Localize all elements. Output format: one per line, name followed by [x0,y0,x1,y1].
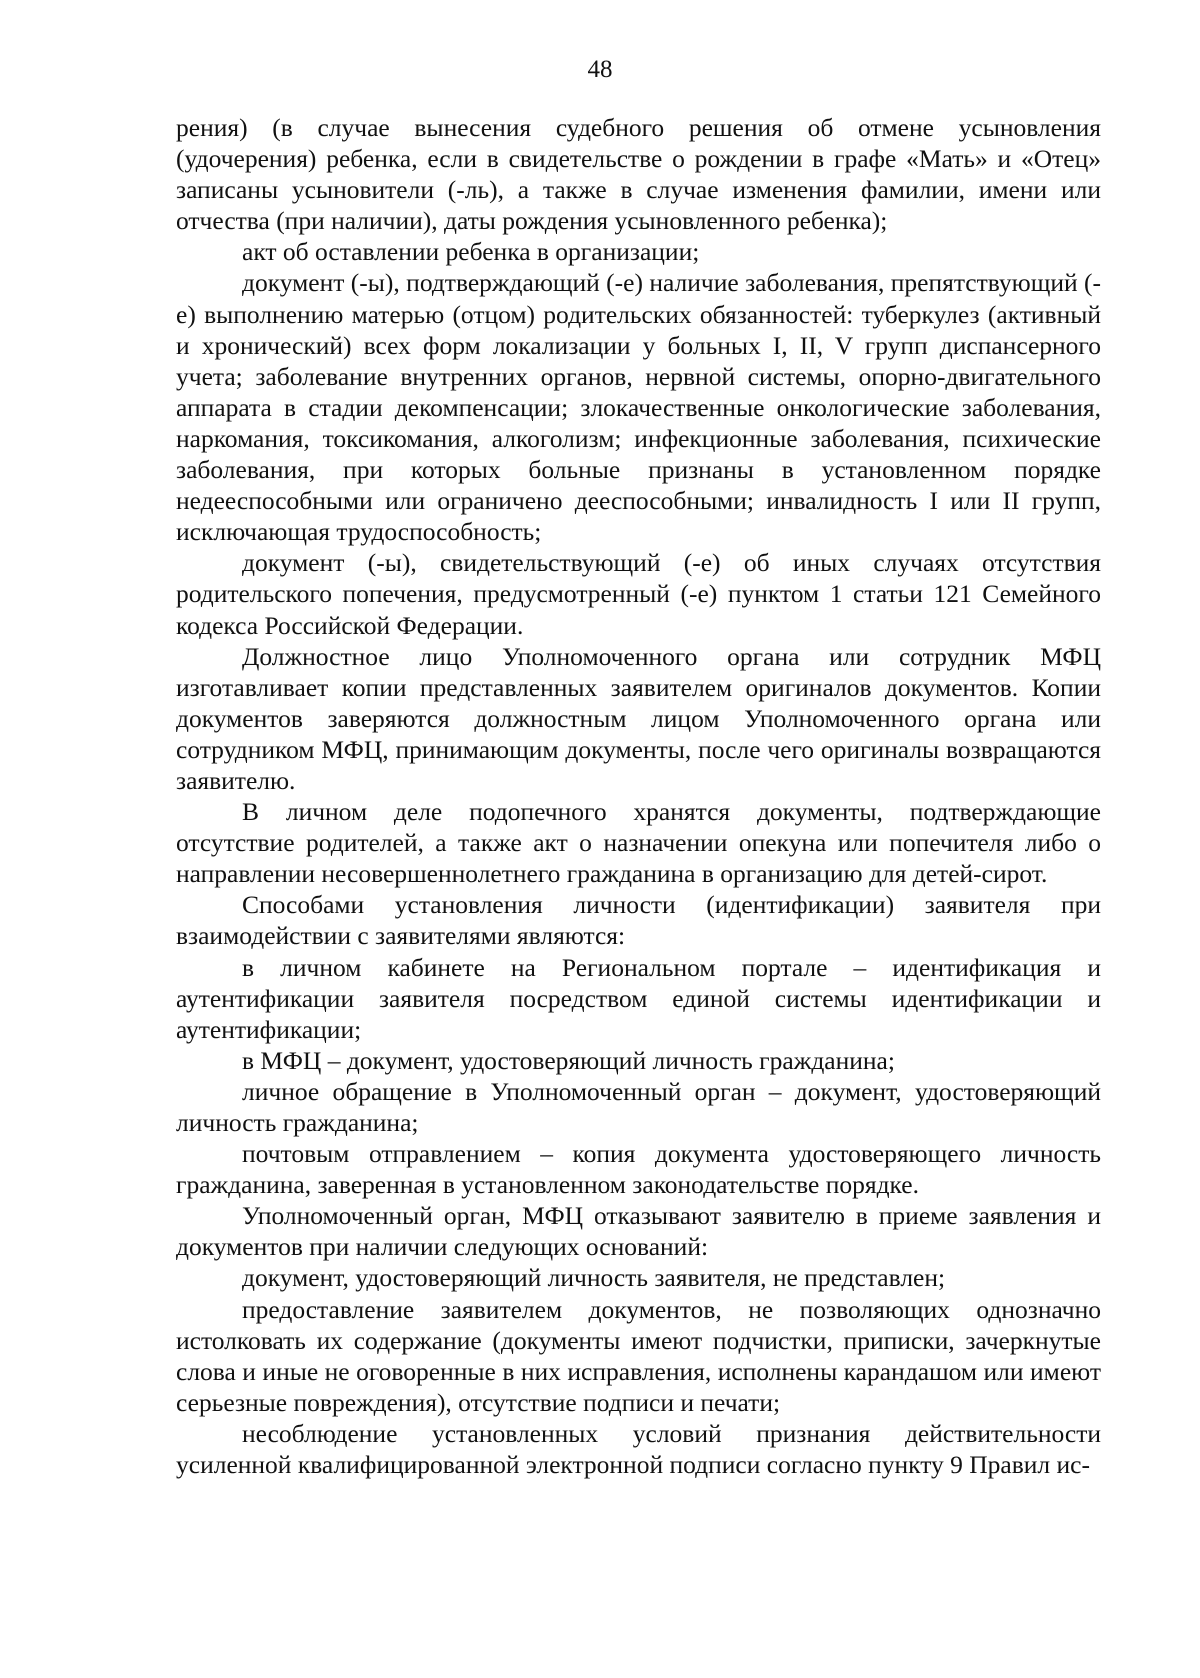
paragraph: Должностное лицо Уполномоченного органа или сотрудник МФЦ изготавливает копии представленных заявителем оригиналов документов. Копии документов заверяются должностным лицом Уполномоченного органа или сотрудником МФЦ, принимающим документы, после чего оригиналы возвращаются заявителю. [176,641,1101,795]
page-number: 48 [587,56,613,83]
paragraph: почтовым отправлением – копия документа удостоверяющего личность гражданина, заверенная в установленном законодательстве порядке. [176,1139,1101,1200]
paragraph: личное обращение в Уполномоченный орган – документ, удостоверяющий личность гражданина; [176,1076,1101,1137]
paragraph: предоставление заявителем документов, не позволяющих однозначно истолковать их содержание (документы имеют подчистки, приписки, зачеркнутые слова и иные не оговоренные в них исправления, исполнены карандашом или имеют серьезные повреждения), отсутствие подписи и печати; [176,1294,1101,1417]
paragraph: акт об оставлении ребенка в организации; [242,237,700,267]
paragraph: Уполномоченный орган, МФЦ отказывают заявителю в приеме заявления и документов при наличии следующих оснований: [176,1201,1101,1262]
paragraph: в личном кабинете на Региональном портале – идентификация и аутентификации заявителя посредством единой системы идентификации и аутентификации; [176,952,1101,1044]
paragraph: документ, удостоверяющий личность заявителя, не представлен; [242,1263,946,1293]
body-text [176,112,1101,1480]
paragraph: документ (-ы), подтверждающий (-е) наличие заболевания, препятствующий (-е) выполнению матерью (отцом) родительских обязанностей: туберкулез (активный и хронический) всех форм локализации у больных I, II, V групп диспансерного учета; заболевание внутренних органов, нервной системы, опорно-двигательного аппарата в стадии декомпенсации; злокачественные онкологические заболевания, наркомания, токсикомания, алкоголизм; инфекционные заболевания, психические заболевания, при которых больные признаны в установленном порядке недееспособными или ограничено дееспособными; инвалидность I или II групп, исключающая трудоспособность; [176,268,1101,547]
paragraph: несоблюдение установленных условий признания действительности усиленной квалифицированной электронной подписи согласно пункту 9 Правил ис- [176,1418,1101,1480]
paragraph: В личном деле подопечного хранятся документы, подтверждающие отсутствие родителей, а также акт о назначении опекуна или попечителя либо о направлении несовершеннолетнего гражданина в организацию для детей-сирот. [176,797,1101,889]
paragraph: документ (-ы), свидетельствующий (-е) об иных случаях отсутствия родительского попечения, предусмотренный (-е) пунктом 1 статьи 121 Семейного кодекса Российской Федерации. [176,548,1101,640]
paragraph-continuation: рения) (в случае вынесения судебного решения об отмене усыновления (удочерения) ребенка, если в свидетельстве о рождении в графе «Мать» и «Отец» записаны усыновители (-ль), а также в случае изменения фамилии, имени или отчества (при наличии), даты рождения усыновленного ребенка); [176,113,1101,236]
paragraph: Способами установления личности (идентификации) заявителя при взаимодействии с заявителями являются: [176,890,1101,951]
paragraph: в МФЦ – документ, удостоверяющий личность гражданина; [242,1045,895,1075]
